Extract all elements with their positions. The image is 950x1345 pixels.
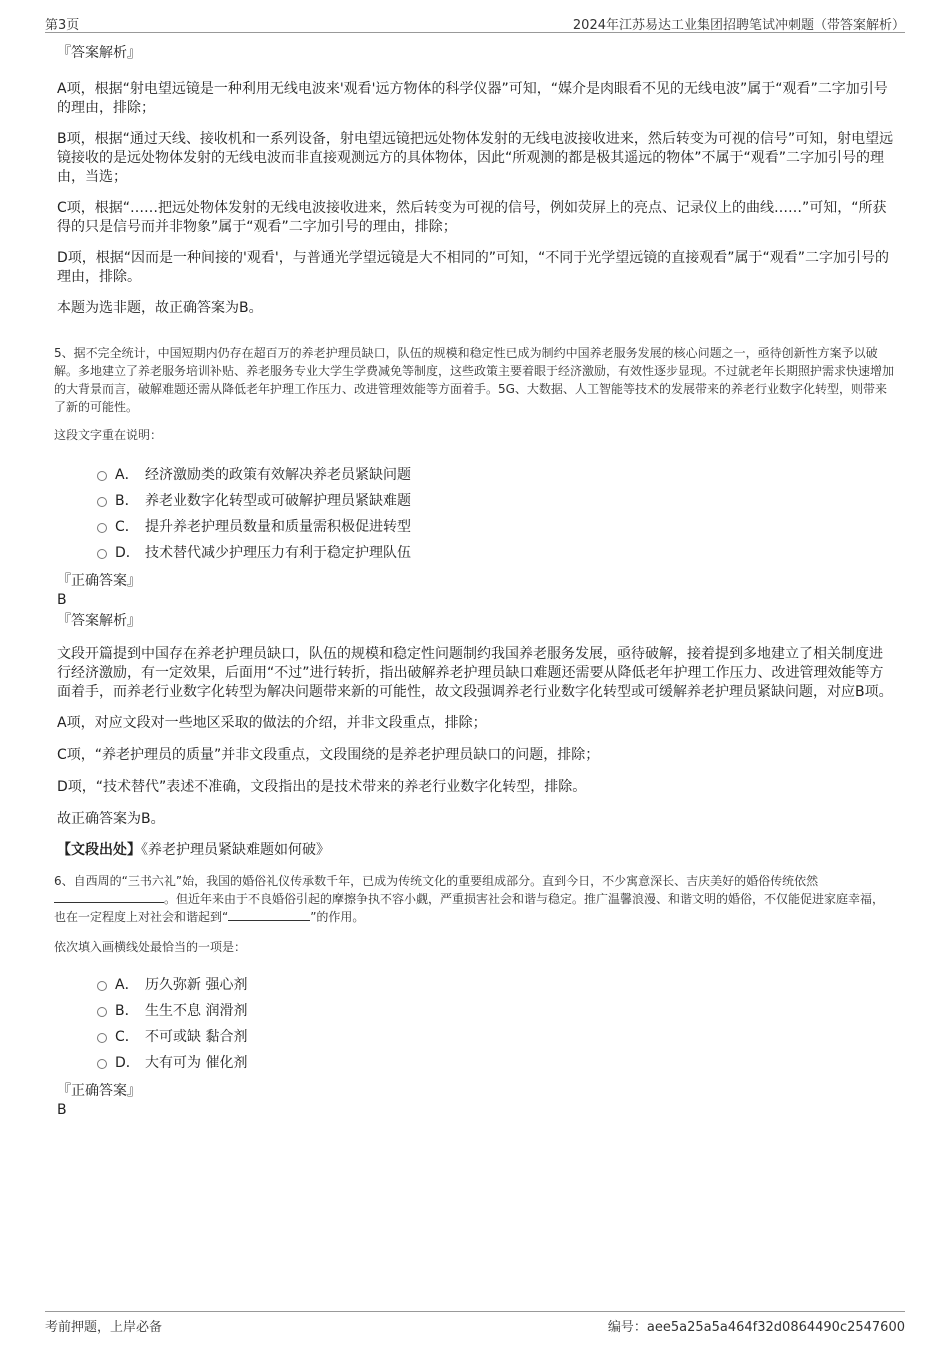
main-content [54, 44, 895, 1120]
q4-analysis-c: C项，根据“……把远处物体发射的无线电波接收进来，然后转变为可视的信号，例如荧屏上的亮点、记录仪上的曲线……”可知，“所获得的只是信号而并非物象”属于“观看”二字加引号的理由，排除； [57, 200, 887, 235]
q5-answer-heading: 『正确答案』 [57, 573, 141, 589]
q4-analysis-b: B项，根据“通过天线、接收机和一系列设备，射电望远镜把远处物体发射的无线电波接收进来，然后转变为可视的信号”可知，射电望远镜接收的是远处物体发射的无线电波而非直接观测远方的具体物体，因此“所观测的都是极其遥远的物体”不属于“观看”二字加引号的理由，当选； [57, 131, 894, 185]
q5-analysis-heading: 『答案解析』 [57, 613, 141, 629]
q6-option-b[interactable]: B． 生生不息 润滑剂 [57, 998, 895, 1024]
page-number: 第3页 [45, 18, 80, 33]
q5-option-a[interactable]: A． 经济激励类的政策有效解决养老员紧缺问题 [57, 462, 895, 488]
radio-button[interactable] [97, 981, 107, 991]
q5-source [57, 841, 895, 860]
radio-button[interactable] [97, 1007, 107, 1017]
radio-button[interactable] [97, 1059, 107, 1069]
radio-button[interactable] [97, 497, 107, 507]
q5-option-c[interactable]: C． 提升养老护理员数量和质量需积极促进转型 [57, 514, 895, 540]
q5-analysis: 文段开篇提到中国存在养老护理员缺口，队伍的规模和稳定性问题制约我国养老服务发展，亟待破解，接着提到多地建立了相关制度进行经济激励，有一定效果，后面用“不过”进行转折，指出破解养老护理员缺口难题还需要从降低老年护理工作压力、改进管理效能等方面着手，而养老行业数字化转型为解决问题带来新的可能性，故文段强调养老行业数字化转型或可缓解养老护理员紧缺问题，对应B项。 [57, 646, 893, 700]
q5-analysis-d: D项，“技术替代”表述不准确，文段指出的是技术带来的养老行业数字化转型，排除。 [57, 779, 587, 795]
q5-stem: 5、据不完全统计，中国短期内仍存在超百万的养老护理员缺口，队伍的规模和稳定性已成为制约中国养老服务发展的核心问题之一，亟待创新性方案予以破解。多地建立了养老服务培训补贴、养老服务专业大学生学费减免等制度，这些政策主要着眼于经济激励，有效性逐步显现。不过就老年长期照护需求快速增加的大背景而言，破解难题还需从降低老年护理工作压力、改进管理效能等方面着手。5G、大数据、人工智能等技术的发展带来的养老行业数字化转型，则带来了新的可能性。 [54, 346, 895, 414]
q4-analysis-d: D项，根据“因而是一种间接的'观看'，与普通光学望远镜是大不相同的”可知，“不同于光学望远镜的直接观看”属于“观看”二字加引号的理由，排除。 [57, 250, 889, 285]
page-footer [45, 1311, 905, 1336]
q6-question: 依次填入画横线处最恰当的一项是： [54, 940, 247, 954]
radio-button[interactable] [97, 549, 107, 559]
q6-answer: B [57, 1102, 67, 1118]
radio-button[interactable] [97, 471, 107, 481]
q6-option-c[interactable]: C． 不可或缺 黏合剂 [57, 1024, 895, 1050]
radio-button[interactable] [97, 523, 107, 533]
q5-conclusion: 故正确答案为B。 [57, 811, 165, 827]
q5-options [57, 462, 895, 566]
source-label: 【文段出处】 [57, 842, 141, 858]
footer-code: 编号：aee5a25a5a464f32d0864490c2547600 [607, 1320, 905, 1335]
footer-slogan: 考前押题，上岸必备 [45, 1320, 163, 1335]
fill-blank-1 [54, 890, 164, 903]
q4-analysis-heading: 『答案解析』 [57, 45, 141, 61]
q4-conclusion: 本题为选非题，故正确答案为B。 [57, 300, 263, 316]
q6-answer-heading: 『正确答案』 [57, 1083, 141, 1099]
radio-button[interactable] [97, 1033, 107, 1043]
q6-options [57, 972, 895, 1076]
q6-stem: 6、自西周的“三书六礼”始，我国的婚俗礼仪传承数千年，已成为传统文化的重要组成部分。直到今日，不少寓意深长、吉庆美好的婚俗传统依然。但近年来由于不良婚俗引起的摩擦争执不容小觑，严重损害社会和谐与稳定。推广温馨浪漫、和谐文明的婚俗，不仅能促进家庭幸福，也在一定程度上对社会和谐起到“ ”的作用。 [54, 874, 885, 924]
fill-blank-2 [228, 908, 310, 921]
q6-option-d[interactable]: D． 大有可为 催化剂 [57, 1050, 895, 1076]
q5-answer: B [57, 592, 67, 608]
source-title: 《养老护理员紧缺难题如何破》 [141, 842, 330, 858]
q5-analysis-a: A项，对应文段对一些地区采取的做法的介绍，并非文段重点，排除； [57, 715, 487, 731]
document-title: 2024年江苏易达工业集团招聘笔试冲刺题（带答案解析） [572, 18, 905, 33]
q6-option-a[interactable]: A． 历久弥新 强心剂 [57, 972, 895, 998]
q5-analysis-c: C项，“养老护理员的质量”并非文段重点，文段围绕的是养老护理员缺口的问题，排除； [57, 747, 600, 763]
q5-option-b[interactable]: B． 养老业数字化转型或可破解护理员紧缺难题 [57, 488, 895, 514]
q4-analysis-a: A项，根据“射电望远镜是一种利用无线电波来'观看'远方物体的科学仪器”可知，“媒介是肉眼看不见的无线电波”属于“观看”二字加引号的理由，排除； [57, 81, 888, 116]
q5-option-d[interactable]: D． 技术替代减少护理压力有利于稳定护理队伍 [57, 540, 895, 566]
page-header [45, 12, 905, 33]
q5-question: 这段文字重在说明： [54, 428, 163, 442]
